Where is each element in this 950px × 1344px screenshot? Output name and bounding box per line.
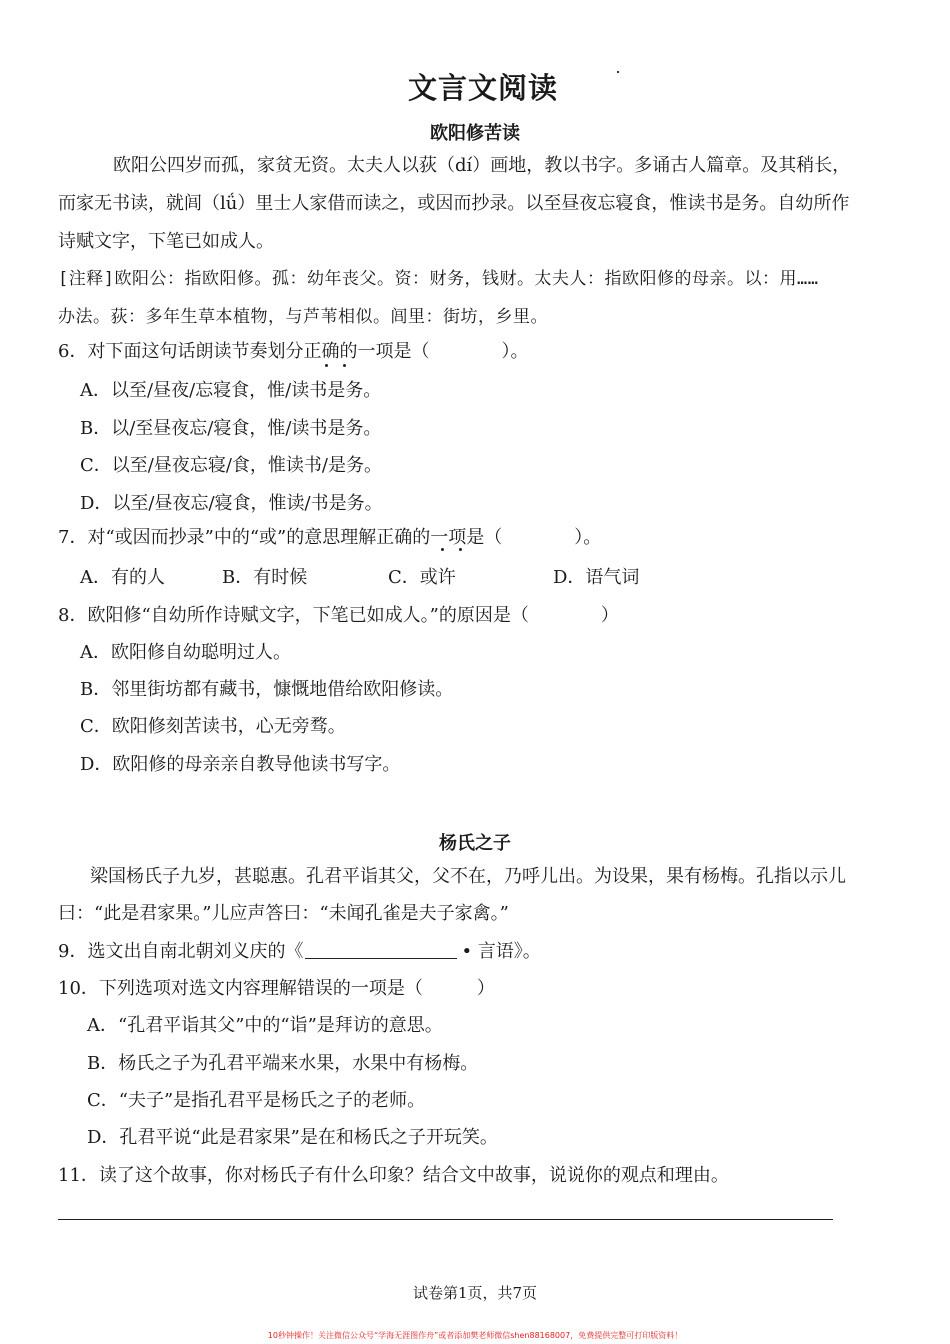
passage1-title: 欧阳修苦读 bbox=[430, 123, 520, 144]
question-7-option[interactable]: D．语气词 bbox=[553, 567, 640, 588]
passage2-line: 梁国杨氏子九岁，甚聪惠。孔君平诣其父，父不在，乃呼儿出。为设果，果有杨梅。孔指以示儿 bbox=[90, 866, 846, 887]
question-10-option[interactable]: A．“孔君平诣其父”中的“诣”是拜访的意思。 bbox=[87, 1015, 443, 1036]
emphasis-dot bbox=[459, 548, 462, 551]
question-10-option[interactable]: B．杨氏之子为孔君平端来水果，水果中有杨梅。 bbox=[87, 1053, 479, 1074]
question-11-stem: 11．读了这个故事，你对杨氏子有什么印象？结合文中故事，说说你的观点和理由。 bbox=[58, 1165, 729, 1186]
question-10-option[interactable]: C．“夫子”是指孔君平是杨氏之子的老师。 bbox=[87, 1090, 426, 1111]
question-8-option[interactable]: A．欧阳修自幼聪明过人。 bbox=[80, 642, 291, 663]
question-10-option[interactable]: D．孔君平说“此是君家果”是在和杨氏之子开玩笑。 bbox=[87, 1127, 498, 1148]
question-9-suffix: • 言语》。 bbox=[461, 941, 541, 962]
annotation-line: 办法。荻：多年生草本植物，与芦苇相似。闾里：街坊，乡里。 bbox=[58, 307, 548, 327]
question-6-option[interactable]: B．以/至昼夜忘/寝食，惟/读书是务。 bbox=[80, 418, 382, 439]
title-speck bbox=[617, 71, 619, 73]
page-title: 文言文阅读 bbox=[407, 71, 558, 105]
watermark-text: 10秒钟操作！关注微信公众号“学海无涯图作舟”或者添加樊老师微信shen88168007，免费提供完整可打印版资料！ bbox=[267, 1331, 683, 1340]
question-6-option[interactable]: A．以至/昼夜/忘寝食，惟/读书是务。 bbox=[80, 380, 382, 401]
emphasis-dot bbox=[441, 548, 444, 551]
question-6-option[interactable]: D．以至/昼夜忘/寝食，惟读/书是务。 bbox=[80, 493, 383, 514]
question-7-option[interactable]: B．有时候 bbox=[222, 567, 308, 588]
question-6-option[interactable]: C．以至/昼夜忘寝/食，惟读书/是务。 bbox=[80, 455, 382, 476]
question-9-prefix: 9．选文出自南北朝刘义庆的《 bbox=[58, 941, 304, 962]
question-7-stem: 7．对“或因而抄录”中的“或”的意思理解正确的一项是（ ）。 bbox=[58, 527, 602, 548]
question-8-option[interactable]: D．欧阳修的母亲亲自教导他读书写字。 bbox=[80, 754, 401, 775]
passage1-line: 欧阳公四岁而孤，家贫无资。太夫人以荻（dí）画地，教以书字。多诵古人篇章。及其稍长， bbox=[113, 155, 851, 176]
answer-line[interactable] bbox=[58, 1219, 833, 1220]
page-footer: 试卷第1页，共7页 bbox=[412, 1284, 538, 1302]
question-7-option[interactable]: C．或许 bbox=[388, 567, 456, 588]
passage1-line: 而家无书读，就闾（lǘ）里士人家借而读之，或因而抄录。以至昼夜忘寝食，惟读书是务。自幼所作 bbox=[58, 193, 850, 214]
question-8-option[interactable]: C．欧阳修刻苦读书，心无旁骛。 bbox=[80, 716, 346, 737]
passage2-line: 曰：“此是君家果。”儿应声答曰：“未闻孔雀是夫子家禽。” bbox=[58, 903, 509, 924]
question-6-stem: 6．对下面这句话朗读节奏划分正确的一项是（ ）。 bbox=[58, 341, 529, 362]
question-8-stem: 8．欧阳修“自幼所作诗赋文字，下笔已如成人。”的原因是（ ） bbox=[58, 605, 619, 626]
question-9 bbox=[58, 940, 541, 963]
passage2-title: 杨氏之子 bbox=[439, 833, 511, 854]
question-7-option[interactable]: A．有的人 bbox=[80, 567, 165, 588]
fill-in-blank[interactable] bbox=[305, 940, 457, 959]
emphasis-dot bbox=[325, 364, 328, 367]
question-10-stem: 10．下列选项对选文内容理解错误的一项是（ ） bbox=[58, 978, 495, 999]
annotation-line: [注释]欧阳公：指欧阳修。孤：幼年丧父。资：财务，钱财。太夫人：指欧阳修的母亲。以：用…… bbox=[58, 269, 819, 289]
passage1-line: 诗赋文字，下笔已如成人。 bbox=[58, 231, 274, 252]
emphasis-dot bbox=[343, 364, 346, 367]
question-8-option[interactable]: B．邻里街坊都有藏书，慷慨地借给欧阳修读。 bbox=[80, 679, 454, 700]
